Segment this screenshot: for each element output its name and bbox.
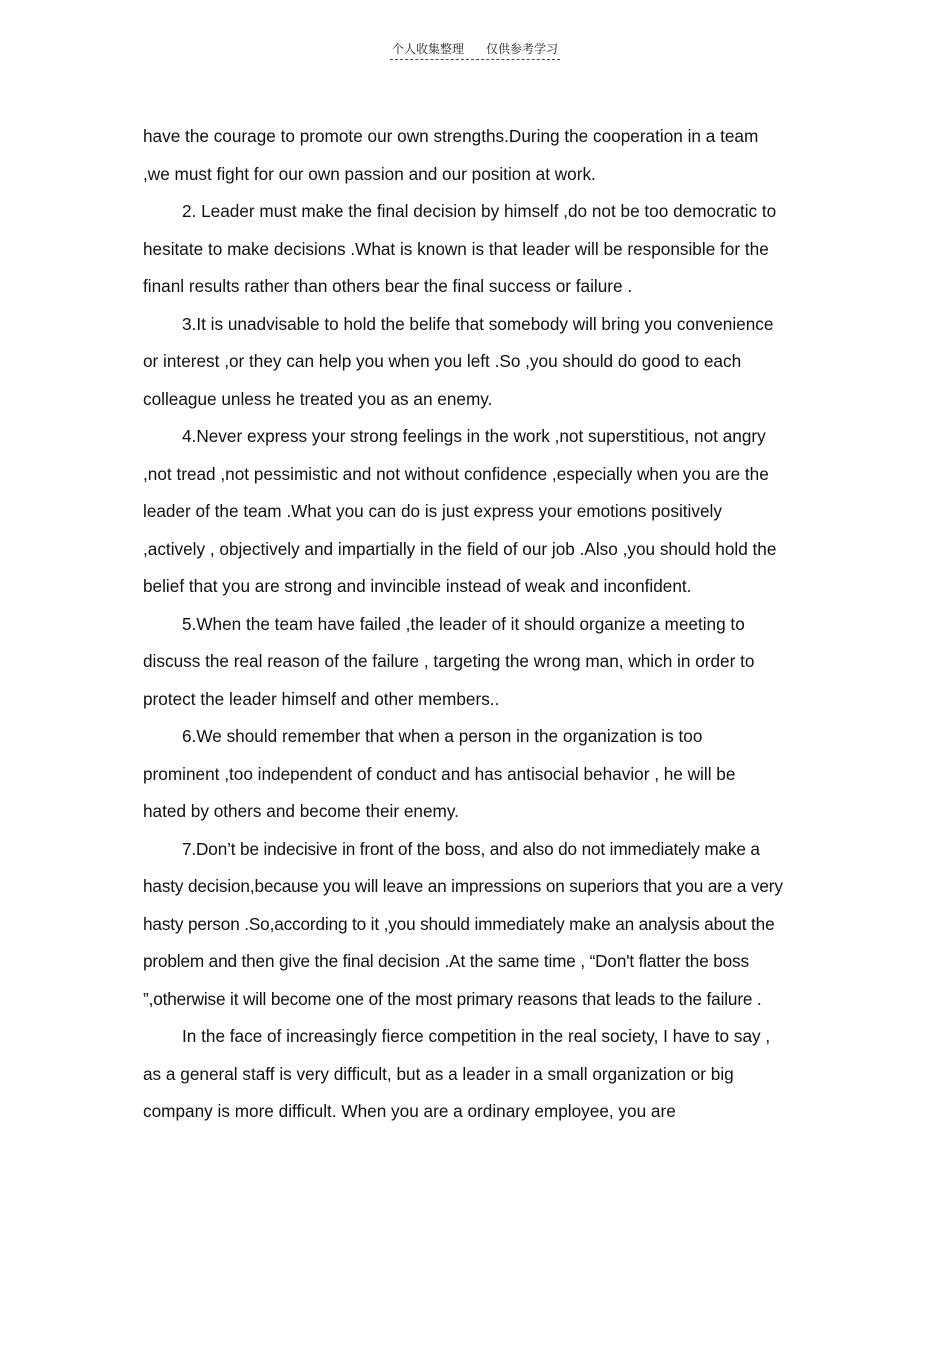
paragraph-conclusion: In the face of increasingly fierce competition in the real society, I have to say , as a general staff is very difficult, but as a leader in a small organization or big company is more difficult. When you are a ordinary employee, you are (143, 1026, 771, 1121)
paragraph-point-7: 7.Don’t be indecisive in front of the boss, and also do not immediately make a hasty decision,because you will leave an impressions on superiors that you are a very hasty person .So,according to it ,you should immediately make an analysis about the problem and then give the final decision .At the same time , “Don't flatter the boss ”,otherwise it will become one of the most primary reasons that leads to the failure . (143, 838, 783, 1009)
paragraph-point-5: 5.When the team have failed ,the leader of it should organize a meeting to discuss the real reason of the failure , targeting the wrong man, which in order to protect the leader himself and other members.. (143, 613, 755, 709)
paragraph-point-4: 4.Never express your strong feelings in the work ,not superstitious, not angry ,not tread ,not pessimistic and not without confidence ,especially when you are the leader of the team .What you can do is just express your emotions positively ,actively , objectively and impartially in the field of our job .Also ,you should hold the belief that you are strong and invincible instead of weak and inconfident. (143, 426, 777, 596)
header-underline (390, 40, 560, 60)
paragraph-point-6: 6.We should remember that when a person in the organization is too prominent ,too independent of conduct and has antisocial behavior , he will be hated by others and become their enemy. (143, 726, 736, 821)
body-text (143, 118, 783, 1131)
page-header (0, 40, 950, 60)
paragraph-point-3: 3.It is unadvisable to hold the belife that somebody will bring you convenience or interest ,or they can help you when you left .So ,you should do good to each colleague unless he treated you as an enemy. (143, 313, 774, 409)
header-left-text: 个人收集整理 (391, 42, 464, 56)
paragraph-continuation: have the courage to promote our own strengths.During the cooperation in a team ,we must fight for our own passion and our position at work. (143, 126, 759, 184)
paragraph-point-2: 2. Leader must make the final decision by himself ,do not be too democratic to hesitate to make decisions .What is known is that leader will be responsible for the finanl results rather than others bear the final success or failure . (143, 201, 777, 296)
header-right-text: 仅供参考学习 (486, 42, 559, 56)
